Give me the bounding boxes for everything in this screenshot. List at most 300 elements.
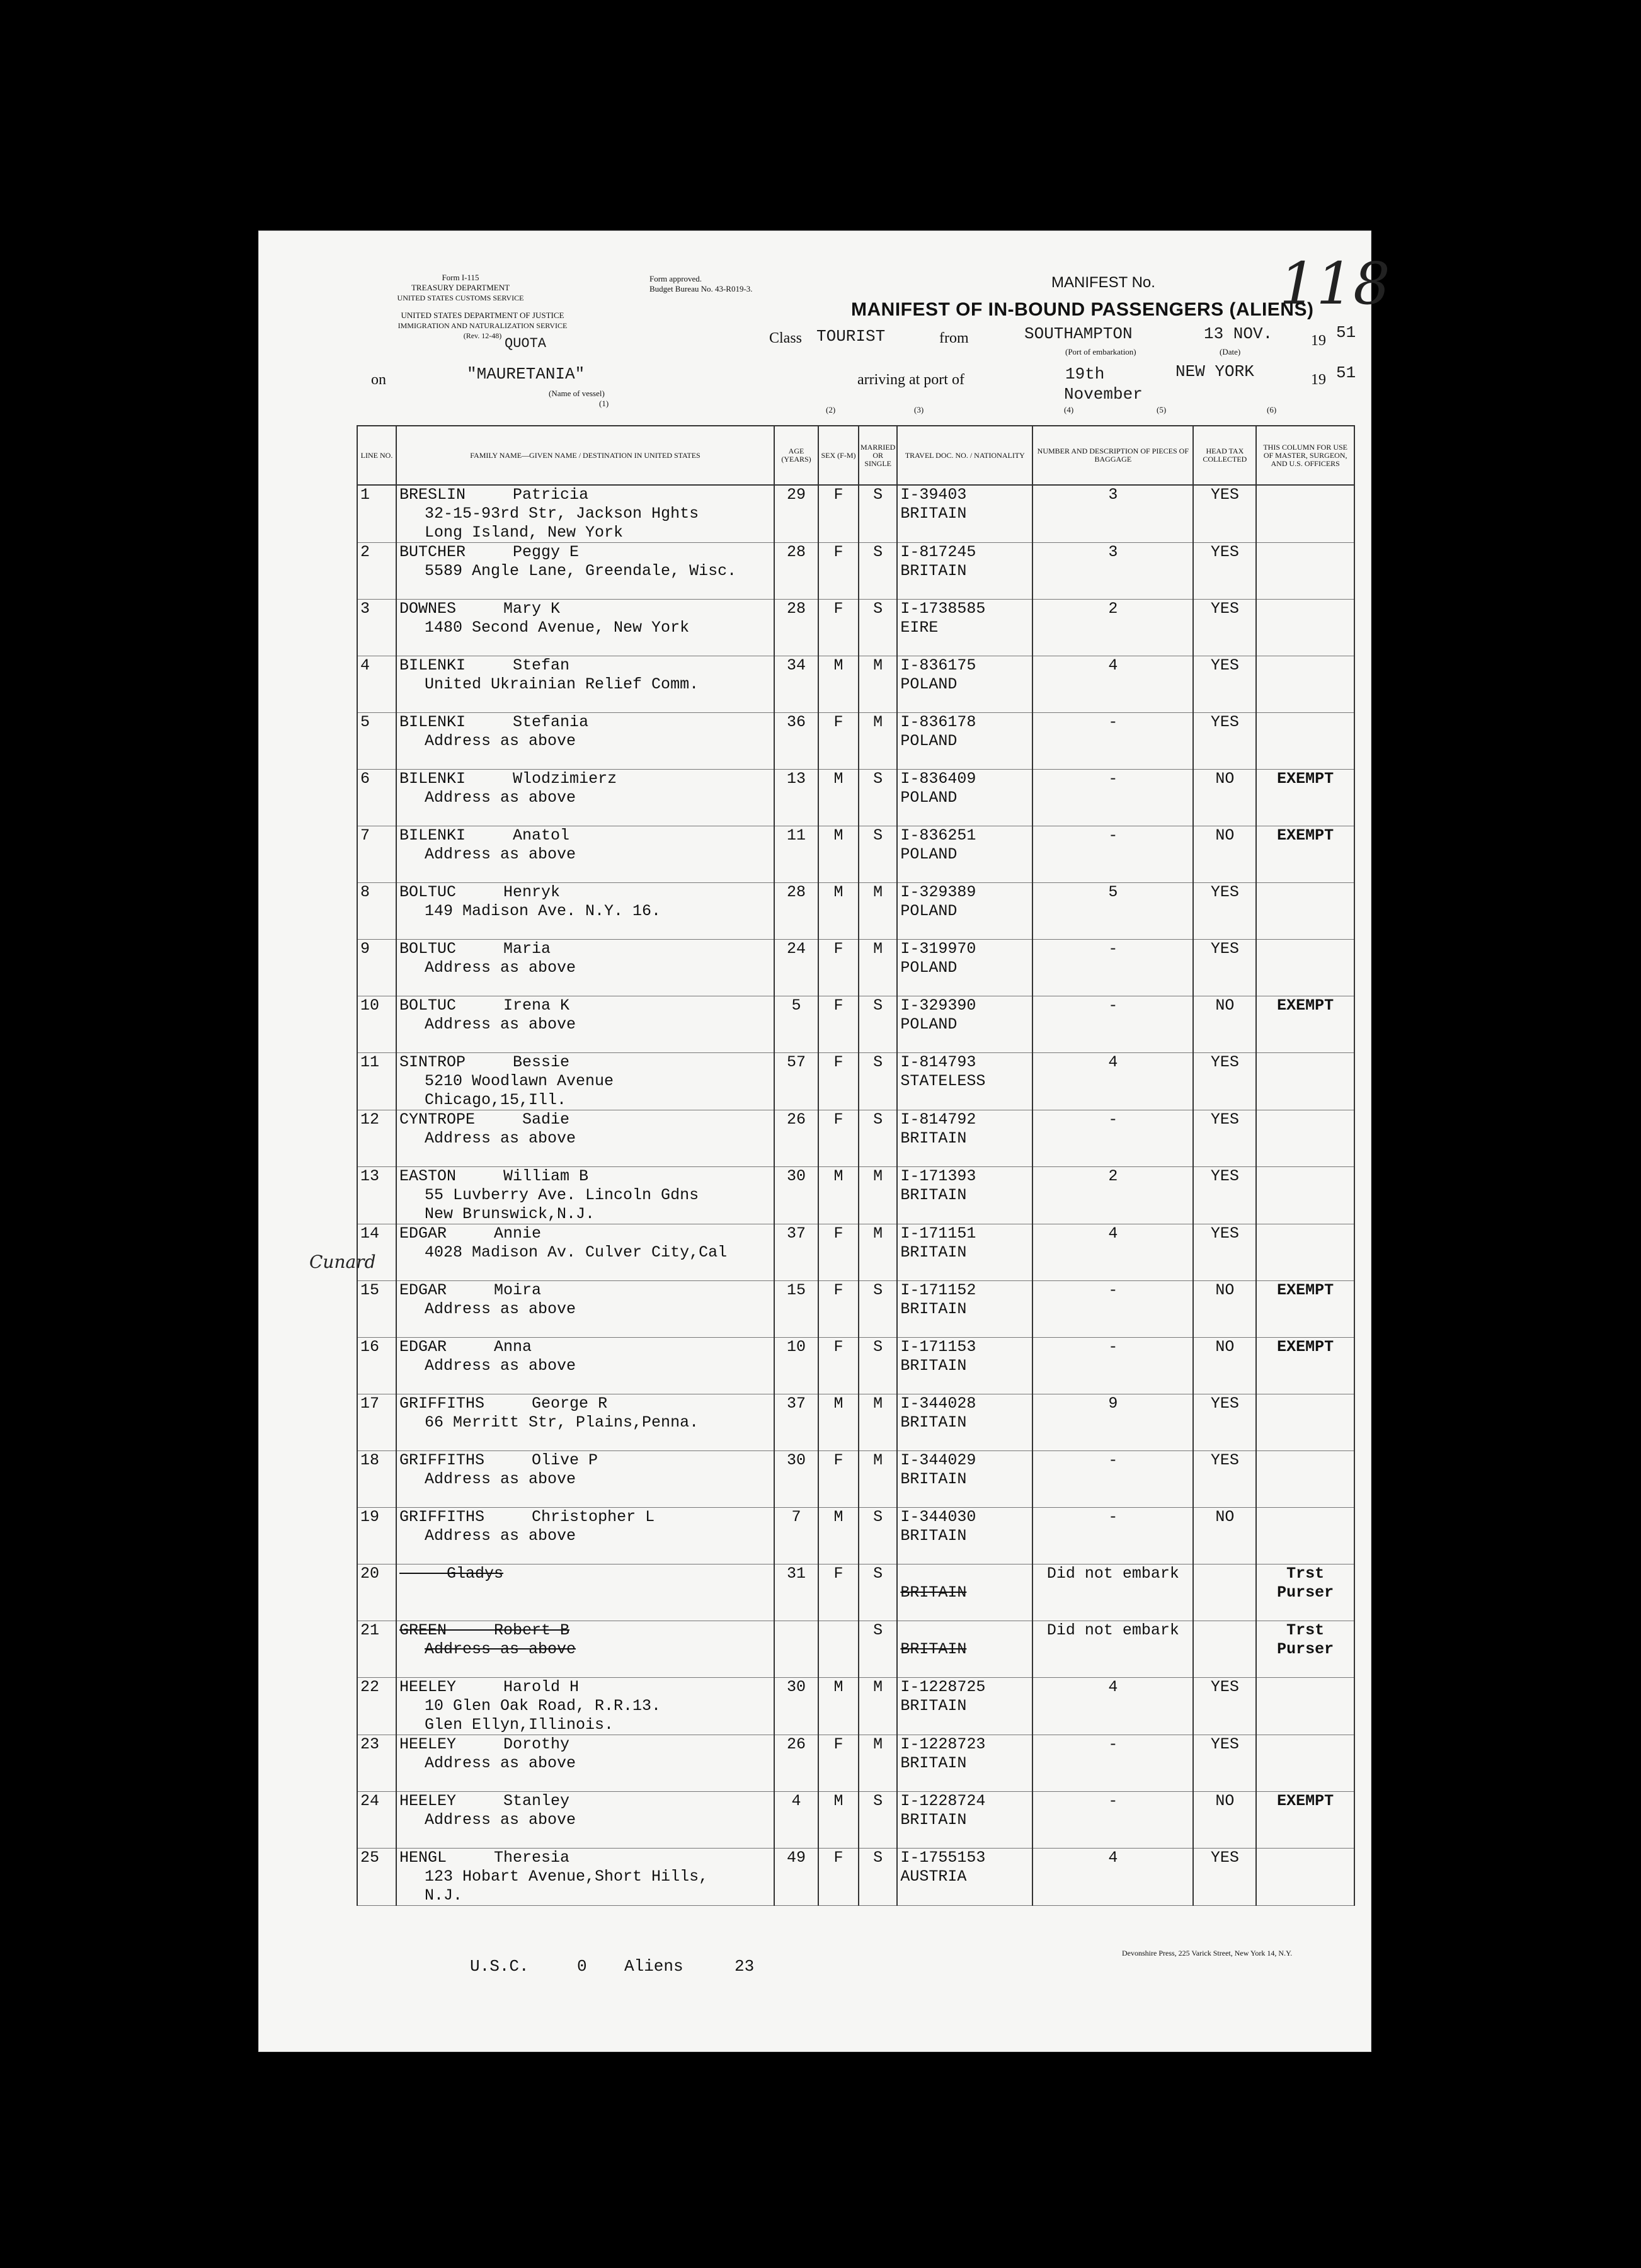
baggage-cell	[1032, 1053, 1193, 1110]
baggage: 2	[1108, 1167, 1118, 1185]
remarks-cell	[1256, 883, 1354, 940]
sex: M	[833, 1678, 843, 1696]
tax-cell	[1193, 600, 1256, 656]
tax-cell	[1193, 1508, 1256, 1564]
family-name: HEELEY	[399, 1792, 457, 1810]
line-number	[357, 485, 396, 543]
sex-cell	[818, 1508, 859, 1564]
name-cell	[396, 1621, 774, 1678]
name-cell	[396, 1451, 774, 1508]
line-number	[357, 1451, 396, 1508]
line-number	[357, 770, 396, 826]
arrival-month: November	[1064, 385, 1143, 404]
line-no: 23	[360, 1735, 380, 1753]
travel-doc-no: I-171151	[900, 1224, 976, 1243]
marital-status: M	[873, 940, 883, 958]
name-cell	[396, 1564, 774, 1621]
line-no: 2	[360, 543, 370, 561]
marital-status: M	[873, 656, 883, 675]
marital-status: S	[873, 1110, 883, 1129]
nationality: BRITAIN	[900, 1300, 967, 1318]
sex-cell	[818, 770, 859, 826]
address: Address as above	[425, 959, 576, 977]
from-label: from	[939, 330, 969, 346]
remarks-cell	[1256, 1394, 1354, 1451]
address: Address as above	[425, 1527, 576, 1545]
year-2: 51	[1336, 363, 1356, 382]
tax-cell	[1193, 1110, 1256, 1167]
footer-usc-value: 0	[577, 1957, 587, 1976]
sex: F	[833, 1224, 843, 1243]
nationality: POLAND	[900, 1015, 958, 1034]
age-cell	[774, 1849, 818, 1906]
given-name: Anatol	[513, 826, 570, 845]
family-name: BILENKI	[399, 770, 466, 788]
table-header-row	[357, 426, 1354, 485]
line-no: 18	[360, 1451, 380, 1469]
doc-cell	[897, 713, 1032, 770]
doc-cell	[897, 600, 1032, 656]
baggage-cell	[1032, 1281, 1193, 1338]
baggage: 5	[1108, 883, 1118, 901]
address: Address as above	[425, 1357, 576, 1375]
footer-aliens-label: Aliens	[624, 1957, 683, 1976]
passenger-table	[357, 425, 1355, 1906]
age: 28	[786, 883, 806, 901]
sex-cell	[818, 713, 859, 770]
head-tax: YES	[1210, 1849, 1239, 1867]
marital-status: S	[873, 1621, 883, 1639]
age: 57	[786, 1053, 806, 1071]
marital-status: S	[873, 1281, 883, 1299]
nationality: BRITAIN	[900, 1811, 967, 1829]
col-num-3: (3)	[914, 405, 924, 414]
family-name: SINTROP	[399, 1053, 466, 1071]
table-row	[357, 826, 1354, 883]
address: Address as above	[425, 732, 576, 750]
family-name: EASTON	[399, 1167, 457, 1185]
marital-cell	[859, 1338, 897, 1394]
given-name: Stanley	[503, 1792, 570, 1810]
tax-cell	[1193, 1792, 1256, 1849]
travel-doc-no: I-171153	[900, 1338, 976, 1356]
address-2: Chicago,15,Ill.	[425, 1091, 567, 1109]
sex: M	[833, 656, 843, 675]
baggage: 4	[1108, 1849, 1118, 1867]
baggage-cell	[1032, 770, 1193, 826]
sex: M	[833, 883, 843, 901]
head-tax: YES	[1210, 1110, 1239, 1129]
class-label: Class	[769, 330, 803, 346]
marital-status: S	[873, 1053, 883, 1071]
tax-cell	[1193, 996, 1256, 1053]
sex-cell	[818, 1849, 859, 1906]
class-value: TOURIST	[816, 327, 886, 346]
given-name: Theresia	[494, 1849, 570, 1867]
nationality: BRITAIN	[900, 1413, 967, 1432]
baggage: Did not embark	[1046, 1621, 1179, 1639]
sex: M	[833, 1792, 843, 1810]
age: 26	[786, 1110, 806, 1129]
tax-cell	[1193, 1849, 1256, 1906]
table-row	[357, 1167, 1354, 1224]
head-tax: NO	[1215, 826, 1235, 845]
address-2: Glen Ellyn,Illinois.	[425, 1716, 614, 1734]
age: 49	[786, 1849, 806, 1867]
name-cell	[396, 1053, 774, 1110]
nationality: BRITAIN	[900, 1527, 967, 1545]
arrival-day: 19th	[1065, 365, 1105, 384]
doc-cell	[897, 1338, 1032, 1394]
remarks-cell	[1256, 1792, 1354, 1849]
doc-cell	[897, 1394, 1032, 1451]
sex: M	[833, 1394, 843, 1413]
travel-doc-no: I-344029	[900, 1451, 976, 1469]
address-2: New Brunswick,N.J.	[425, 1205, 595, 1223]
age: 10	[786, 1338, 806, 1356]
marital-status: S	[873, 1792, 883, 1810]
table-row	[357, 1849, 1354, 1906]
remarks-cell	[1256, 1224, 1354, 1281]
age: 30	[786, 1451, 806, 1469]
doc-cell	[897, 543, 1032, 600]
head-tax: NO	[1215, 1792, 1235, 1810]
travel-doc-no: I-39403	[900, 486, 967, 504]
year-prefix-1: 19	[1311, 333, 1326, 349]
given-name: Harold H	[503, 1678, 580, 1696]
printer-imprint: Devonshire Press, 225 Varick Street, New York 14, N.Y.	[1122, 1949, 1293, 1957]
name-cell	[396, 485, 774, 543]
address: Address as above	[425, 789, 576, 807]
form-number: Form I-115	[442, 273, 479, 282]
sex-cell	[818, 1053, 859, 1110]
justice-header	[369, 311, 596, 341]
col-header-age: AGE (YEARS)	[774, 426, 818, 485]
sex-cell	[818, 1167, 859, 1224]
travel-doc-no: I-817245	[900, 543, 976, 561]
marital-cell	[859, 1621, 897, 1678]
family-name: HENGL	[399, 1849, 447, 1867]
travel-doc-no: I-814792	[900, 1110, 976, 1129]
head-tax: YES	[1210, 1224, 1239, 1243]
doc-cell	[897, 1849, 1032, 1906]
line-number	[357, 1621, 396, 1678]
marital-status: S	[873, 1849, 883, 1867]
baggage: -	[1108, 996, 1118, 1015]
address: Address as above	[425, 1811, 576, 1829]
age: 24	[786, 940, 806, 958]
marital-status: M	[873, 1678, 883, 1696]
baggage-cell	[1032, 1735, 1193, 1792]
remarks-cell	[1256, 1508, 1354, 1564]
sex-cell	[818, 600, 859, 656]
line-no: 24	[360, 1792, 380, 1810]
remarks-cell	[1256, 1451, 1354, 1508]
nationality: BRITAIN	[900, 1470, 967, 1488]
nationality: POLAND	[900, 789, 958, 807]
tax-cell	[1193, 1564, 1256, 1621]
travel-doc-no: I-814793	[900, 1053, 976, 1071]
baggage: -	[1108, 1735, 1118, 1753]
doc-cell	[897, 883, 1032, 940]
nationality: POLAND	[900, 732, 958, 750]
col-header-sex: SEX (F-M)	[818, 426, 859, 485]
table-row	[357, 1224, 1354, 1281]
head-tax: YES	[1210, 713, 1239, 731]
sex-cell	[818, 485, 859, 543]
passenger-rows	[357, 485, 1354, 1906]
remarks: EXEMPT	[1277, 770, 1334, 788]
sex: M	[833, 826, 843, 845]
age: 13	[786, 770, 806, 788]
address: 10 Glen Oak Road, R.R.13.	[425, 1697, 661, 1715]
line-number	[357, 1564, 396, 1621]
col-num-1: (1)	[599, 399, 609, 408]
age-cell	[774, 1394, 818, 1451]
col-header-line: LINE NO.	[357, 426, 396, 485]
baggage: 4	[1108, 1678, 1118, 1696]
tax-cell	[1193, 543, 1256, 600]
head-tax: YES	[1210, 656, 1239, 675]
table-row	[357, 1110, 1354, 1167]
age-cell	[774, 656, 818, 713]
given-name: Stefania	[513, 713, 589, 731]
address: 32-15-93rd Str, Jackson Hghts	[425, 504, 699, 523]
age: 4	[791, 1792, 801, 1810]
nationality: BRITAIN	[900, 1186, 967, 1204]
table-row	[357, 1338, 1354, 1394]
line-number	[357, 1678, 396, 1735]
tax-cell	[1193, 1394, 1256, 1451]
sex-cell	[818, 656, 859, 713]
given-name: Bessie	[513, 1053, 570, 1071]
name-cell	[396, 1792, 774, 1849]
sex: F	[833, 486, 843, 504]
marital-cell	[859, 940, 897, 996]
marital-status: M	[873, 1451, 883, 1469]
family-name: BILENKI	[399, 826, 466, 845]
age-cell	[774, 485, 818, 543]
line-no: 19	[360, 1508, 380, 1526]
sex-cell	[818, 940, 859, 996]
baggage: 3	[1108, 543, 1118, 561]
sex-cell	[818, 883, 859, 940]
age-cell	[774, 1338, 818, 1394]
remarks-cell	[1256, 996, 1354, 1053]
name-cell	[396, 1338, 774, 1394]
baggage: Did not embark	[1046, 1564, 1179, 1583]
head-tax: YES	[1210, 600, 1239, 618]
age: 28	[786, 543, 806, 561]
tax-cell	[1193, 1053, 1256, 1110]
given-name: Robert B	[494, 1621, 570, 1639]
tax-cell	[1193, 1621, 1256, 1678]
line-number	[357, 1167, 396, 1224]
doc-cell	[897, 1224, 1032, 1281]
marital-cell	[859, 485, 897, 543]
baggage: -	[1108, 826, 1118, 845]
line-number	[357, 1110, 396, 1167]
sex: M	[833, 1167, 843, 1185]
baggage-cell	[1032, 485, 1193, 543]
line-no: 7	[360, 826, 370, 845]
nationality: BRITAIN	[900, 1129, 967, 1148]
given-name: Maria	[503, 940, 551, 958]
nationality: AUSTRIA	[900, 1867, 967, 1886]
baggage-cell	[1032, 1451, 1193, 1508]
margin-note-cunard: Cunard	[309, 1251, 376, 1272]
remarks-cell	[1256, 1053, 1354, 1110]
travel-doc-no: I-329390	[900, 996, 976, 1015]
age: 15	[786, 1281, 806, 1299]
name-cell	[396, 826, 774, 883]
line-number	[357, 996, 396, 1053]
doc-cell	[897, 1621, 1032, 1678]
marital-status: S	[873, 486, 883, 504]
age: 30	[786, 1678, 806, 1696]
line-number	[357, 713, 396, 770]
table-row	[357, 1678, 1354, 1735]
doc-cell	[897, 1678, 1032, 1735]
age-cell	[774, 1678, 818, 1735]
given-name: Olive P	[532, 1451, 598, 1469]
baggage: -	[1108, 713, 1118, 731]
head-tax: NO	[1215, 1281, 1235, 1299]
baggage: -	[1108, 1338, 1118, 1356]
address: 1480 Second Avenue, New York	[425, 618, 690, 637]
marital-cell	[859, 1110, 897, 1167]
doc-cell	[897, 1564, 1032, 1621]
baggage-cell	[1032, 996, 1193, 1053]
col-header-remarks: THIS COLUMN FOR USE OF MASTER, SURGEON, AND U.S. OFFICERS	[1256, 426, 1354, 485]
nationality: BRITAIN	[900, 1583, 967, 1602]
age-cell	[774, 940, 818, 996]
remarks: EXEMPT	[1277, 1792, 1334, 1810]
form-header-left	[366, 273, 555, 303]
marital-status: M	[873, 1167, 883, 1185]
remarks-cell	[1256, 1281, 1354, 1338]
marital-cell	[859, 1053, 897, 1110]
marital-cell	[859, 1564, 897, 1621]
col-num-6: (6)	[1267, 405, 1277, 414]
address: 5589 Angle Lane, Greendale, Wisc.	[425, 562, 737, 580]
footer-usc-label: U.S.C.	[470, 1957, 529, 1976]
age: 36	[786, 713, 806, 731]
marital-status: S	[873, 770, 883, 788]
line-no: 4	[360, 656, 370, 675]
family-name: BUTCHER	[399, 543, 466, 561]
doc-cell	[897, 1451, 1032, 1508]
sex: F	[833, 1053, 843, 1071]
travel-doc-no: I-836251	[900, 826, 976, 845]
table-row	[357, 713, 1354, 770]
family-name: BOLTUC	[399, 883, 457, 901]
name-cell	[396, 1110, 774, 1167]
marital-cell	[859, 1735, 897, 1792]
nationality: BRITAIN	[900, 562, 967, 580]
manifest-no-label: MANIFEST No.	[1051, 274, 1155, 291]
line-number	[357, 543, 396, 600]
line-no: 5	[360, 713, 370, 731]
sex: F	[833, 713, 843, 731]
table-row	[357, 656, 1354, 713]
on-label: on	[371, 372, 386, 388]
baggage-cell	[1032, 713, 1193, 770]
travel-doc-no: I-319970	[900, 940, 976, 958]
baggage: -	[1108, 1110, 1118, 1129]
baggage-cell	[1032, 1849, 1193, 1906]
name-cell	[396, 1735, 774, 1792]
age-cell	[774, 1451, 818, 1508]
age: 29	[786, 486, 806, 504]
nationality: BRITAIN	[900, 1243, 967, 1262]
given-name: Irena K	[503, 996, 570, 1015]
sex-cell	[818, 1281, 859, 1338]
age: 11	[786, 826, 806, 845]
embark-date: 13 NOV.	[1204, 324, 1273, 343]
baggage: 4	[1108, 656, 1118, 675]
manifest-title: MANIFEST OF IN-BOUND PASSENGERS (ALIENS)	[851, 299, 1314, 320]
marital-status: S	[873, 543, 883, 561]
head-tax: YES	[1210, 1394, 1239, 1413]
embarkation-port: SOUTHAMPTON	[1024, 324, 1133, 343]
sex-cell	[818, 1735, 859, 1792]
line-no: 1	[360, 486, 370, 504]
arrival-port: NEW YORK	[1175, 362, 1254, 381]
address: 149 Madison Ave. N.Y. 16.	[425, 902, 661, 920]
line-no: 16	[360, 1338, 380, 1356]
age-cell	[774, 1053, 818, 1110]
treasury-dept: TREASURY DEPARTMENT	[411, 283, 510, 292]
sex-cell	[818, 1338, 859, 1394]
age-cell	[774, 600, 818, 656]
given-name: Peggy E	[513, 543, 580, 561]
marital-status: S	[873, 1338, 883, 1356]
line-number	[357, 940, 396, 996]
given-name: William B	[503, 1167, 589, 1185]
doc-cell	[897, 1792, 1032, 1849]
line-number	[357, 1792, 396, 1849]
given-name: Anna	[494, 1338, 532, 1356]
given-name: George R	[532, 1394, 608, 1413]
nationality: BRITAIN	[900, 1697, 967, 1715]
age-cell	[774, 1792, 818, 1849]
marital-cell	[859, 656, 897, 713]
line-no: 25	[360, 1849, 380, 1867]
family-name: BRESLIN	[399, 486, 466, 504]
sex-cell	[818, 1621, 859, 1678]
address: United Ukrainian Relief Comm.	[425, 675, 699, 693]
arriving-label: arriving at port of	[857, 372, 964, 388]
nationality: STATELESS	[900, 1072, 986, 1090]
quota-stamp: QUOTA	[505, 336, 547, 351]
embarkation-caption: (Port of embarkation)	[1065, 347, 1136, 356]
sex: F	[833, 1564, 843, 1583]
travel-doc-no: I-1228723	[900, 1735, 986, 1753]
marital-cell	[859, 1167, 897, 1224]
table-row	[357, 770, 1354, 826]
age-cell	[774, 996, 818, 1053]
address: Address as above	[425, 1300, 576, 1318]
head-tax: YES	[1210, 1451, 1239, 1469]
line-no: 20	[360, 1564, 380, 1583]
head-tax: YES	[1210, 543, 1239, 561]
marital-cell	[859, 1678, 897, 1735]
name-cell	[396, 1281, 774, 1338]
age: 37	[786, 1224, 806, 1243]
doc-cell	[897, 1281, 1032, 1338]
name-cell	[396, 1508, 774, 1564]
